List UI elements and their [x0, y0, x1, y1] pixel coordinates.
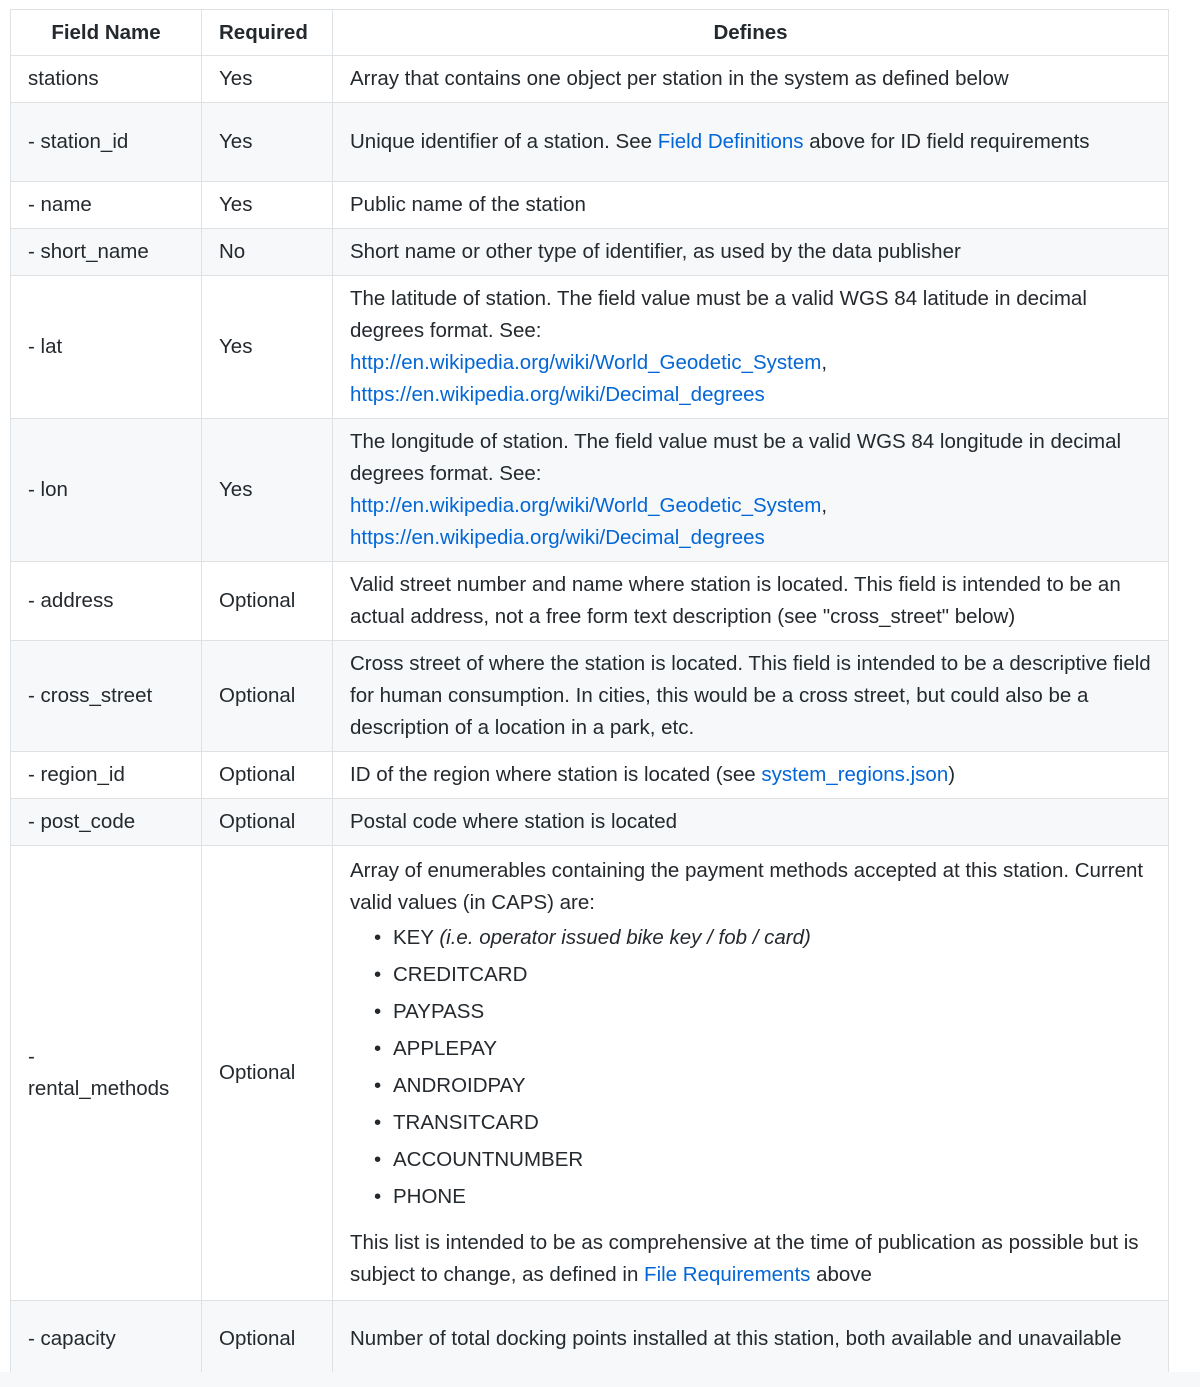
field-cell: - post_code	[11, 799, 202, 846]
list-item	[374, 919, 1151, 956]
rental-method-key: KEY	[393, 926, 434, 949]
table-row	[11, 229, 1169, 276]
defines-cell: Public name of the station	[333, 182, 1169, 229]
rental-methods-list	[350, 919, 1151, 1215]
table-row	[11, 182, 1169, 229]
table-row	[11, 276, 1169, 419]
defines-text: The longitude of station. The field value must be a valid WGS 84 longitude in decimal degrees format. See:	[350, 430, 1122, 485]
required-cell: Optional	[202, 641, 333, 752]
required-cell: Optional	[202, 799, 333, 846]
defines-text: Unique identifier of a station. See	[350, 130, 658, 153]
rental-method-key-note: (i.e. operator issued bike key / fob / card)	[439, 926, 811, 949]
required-cell: Optional	[202, 562, 333, 641]
system-regions-link[interactable]: system_regions.json	[761, 763, 949, 786]
field-cell: - lat	[11, 276, 202, 419]
list-item: • ANDROIDPAY	[374, 1067, 1151, 1104]
defines-text: The latitude of station. The field value must be a valid WGS 84 latitude in decimal degrees format. See:	[350, 287, 1087, 342]
defines-cell	[333, 752, 1169, 799]
field-name-text: rental_methods	[28, 1077, 170, 1100]
table-row	[11, 799, 1169, 846]
defines-cell: Valid street number and name where station is located. This field is intended to be an actual address, not a free form text description (see "cross_street" below)	[333, 562, 1169, 641]
header-defines: Defines	[333, 10, 1169, 56]
field-cell: - lon	[11, 419, 202, 562]
defines-cell: Cross street of where the station is located. This field is intended to be a descriptive field for human consumption. In cities, this would be a cross street, but could also be a description of a location in a park, etc.	[333, 641, 1169, 752]
defines-text: )	[948, 763, 956, 786]
field-cell: - capacity	[11, 1301, 202, 1378]
table-row	[11, 846, 1169, 1301]
field-cell: - station_id	[11, 103, 202, 182]
page-bottom-strip	[0, 1372, 1200, 1387]
required-cell: No	[202, 229, 333, 276]
required-cell: Optional	[202, 846, 333, 1301]
comma-separator: ,	[821, 494, 828, 517]
defines-cell: Number of total docking points installed at this station, both available and unavailable	[333, 1301, 1169, 1378]
defines-text: above	[810, 1263, 872, 1286]
defines-cell	[333, 103, 1169, 182]
required-cell: Optional	[202, 752, 333, 799]
header-required: Required	[202, 10, 333, 56]
defines-cell: Short name or other type of identifier, as used by the data publisher	[333, 229, 1169, 276]
world-geodetic-system-link[interactable]: http://en.wikipedia.org/wiki/World_Geodetic_System	[350, 494, 822, 517]
table-row	[11, 562, 1169, 641]
required-cell: Yes	[202, 103, 333, 182]
list-item: • APPLEPAY	[374, 1030, 1151, 1067]
defines-cell: Postal code where station is located	[333, 799, 1169, 846]
comma-separator: ,	[821, 351, 828, 374]
table-header-row	[11, 10, 1169, 56]
list-item: • CREDITCARD	[374, 956, 1151, 993]
decimal-degrees-link[interactable]: https://en.wikipedia.org/wiki/Decimal_degrees	[350, 383, 765, 406]
table-row	[11, 752, 1169, 799]
table-row	[11, 1301, 1169, 1378]
defines-text: above for ID field requirements	[803, 130, 1090, 153]
header-field-name: Field Name	[11, 10, 202, 56]
field-table-container	[10, 9, 1168, 1378]
list-item: • ACCOUNTNUMBER	[374, 1141, 1151, 1178]
defines-text: ID of the region where station is located (see	[350, 763, 762, 786]
table-row	[11, 56, 1169, 103]
table-row	[11, 641, 1169, 752]
field-cell: - cross_street	[11, 641, 202, 752]
file-requirements-link[interactable]: File Requirements	[644, 1263, 811, 1286]
defines-cell: Array that contains one object per station in the system as defined below	[333, 56, 1169, 103]
required-cell: Optional	[202, 1301, 333, 1378]
world-geodetic-system-link[interactable]: http://en.wikipedia.org/wiki/World_Geodetic_System	[350, 351, 822, 374]
defines-cell	[333, 276, 1169, 419]
list-item: • TRANSITCARD	[374, 1104, 1151, 1141]
defines-text: This list is intended to be as comprehensive at the time of publication as possible but is subject to change, as defined in	[350, 1231, 1139, 1286]
required-cell: Yes	[202, 56, 333, 103]
field-cell: - region_id	[11, 752, 202, 799]
list-item: • PHONE	[374, 1178, 1151, 1215]
list-item: • PAYPASS	[374, 993, 1151, 1030]
field-definitions-link[interactable]: Field Definitions	[657, 130, 804, 153]
decimal-degrees-link[interactable]: https://en.wikipedia.org/wiki/Decimal_degrees	[350, 526, 765, 549]
table-row	[11, 419, 1169, 562]
field-cell: stations	[11, 56, 202, 103]
station-fields-table	[10, 9, 1169, 1378]
rental-methods-intro: Array of enumerables containing the payment methods accepted at this station. Current valid values (in CAPS) are:	[350, 859, 1144, 914]
required-cell: Yes	[202, 182, 333, 229]
defines-cell	[333, 419, 1169, 562]
rental-methods-outro	[350, 1227, 1151, 1291]
field-cell: - name	[11, 182, 202, 229]
field-cell	[11, 846, 202, 1301]
required-cell: Yes	[202, 419, 333, 562]
defines-cell	[333, 846, 1169, 1301]
field-cell: - address	[11, 562, 202, 641]
field-cell: - short_name	[11, 229, 202, 276]
table-row	[11, 103, 1169, 182]
field-dash: -	[28, 1045, 35, 1068]
required-cell: Yes	[202, 276, 333, 419]
